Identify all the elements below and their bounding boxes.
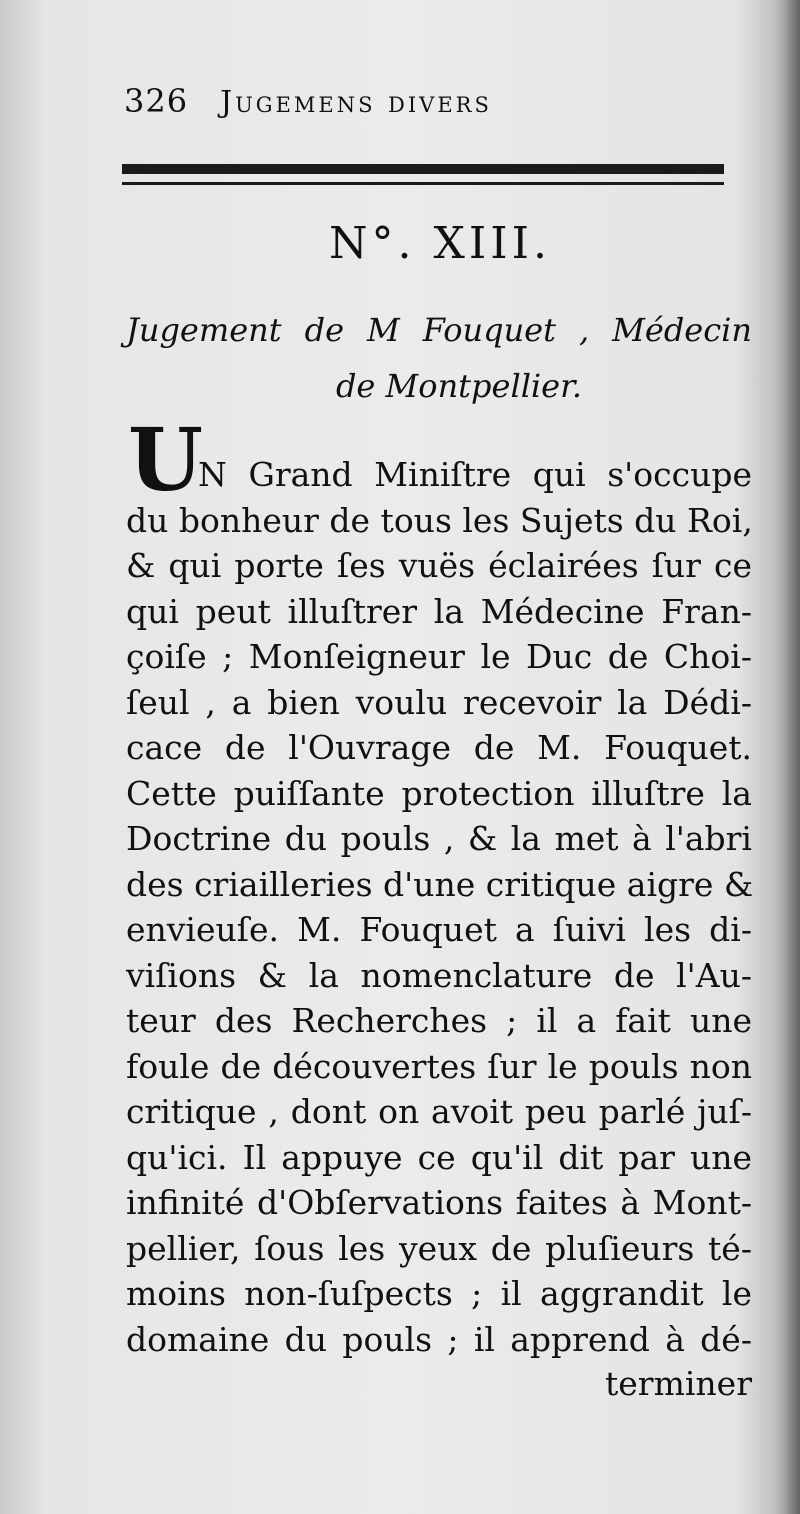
header-rule-thin <box>122 182 724 185</box>
page-header <box>124 82 724 126</box>
text-line: qui peut illuſtrer la Médecine Fran- <box>126 591 752 631</box>
text-line: teur des Recherches ; il a fait une <box>126 1001 752 1040</box>
header-rule-thick <box>122 164 724 174</box>
text-line: & qui porte ſes vuës éclairées ſur ce <box>126 546 752 585</box>
text-line: moins non-ſuſpects ; il aggrandit le <box>126 1274 752 1313</box>
text-line: du bonheur de tous les Sujets du Roi, <box>126 500 753 540</box>
drop-cap: U <box>128 410 203 511</box>
text-line: infinité d'Obſervations faites à Mont- <box>126 1183 752 1222</box>
text-line: foule de découvertes ſur le pouls non <box>126 1046 752 1086</box>
body-text <box>126 452 752 1362</box>
text-line: envieuſe. M. Fouquet a ſuivi les di- <box>126 910 752 949</box>
subtitle-line-1: Jugement de M Fouquet , Médecin <box>126 311 752 349</box>
text-line: N Grand Miniſtre qui s'occupe <box>198 455 752 494</box>
text-line: ſeul , a bien voulu recevoir la Dédi- <box>126 682 752 722</box>
page-number: 326 <box>124 82 189 120</box>
text-line: viſions & la nomenclature de l'Au- <box>126 955 752 995</box>
text-line: pellier, ſous les yeux de pluſieurs té- <box>126 1228 752 1268</box>
text-line: critique , dont on avoit peu parlé juſ- <box>126 1092 752 1131</box>
text-line: des criailleries d'une critique aigre & <box>126 864 754 904</box>
section-number: N°. XIII. <box>329 218 551 269</box>
text-line: çoiſe ; Monſeigneur le Duc de Choi- <box>126 637 752 676</box>
text-line: cace de l'Ouvrage de M. Fouquet. <box>126 728 752 767</box>
text-line: domaine du pouls ; il apprend à dé- <box>126 1319 752 1359</box>
text-line: Doctrine du pouls , & la met à l'abri <box>126 819 752 858</box>
text-line: qu'ici. Il appuye ce qu'il dit par une <box>126 1137 752 1177</box>
section-subtitle <box>126 302 752 414</box>
catchword: terminer <box>605 1364 752 1403</box>
text-line: Cette puiſſante protection illuſtre la <box>126 773 752 813</box>
subtitle-line-2: de Montpellier. <box>335 367 583 405</box>
running-title: Jugemens divers <box>220 85 492 120</box>
